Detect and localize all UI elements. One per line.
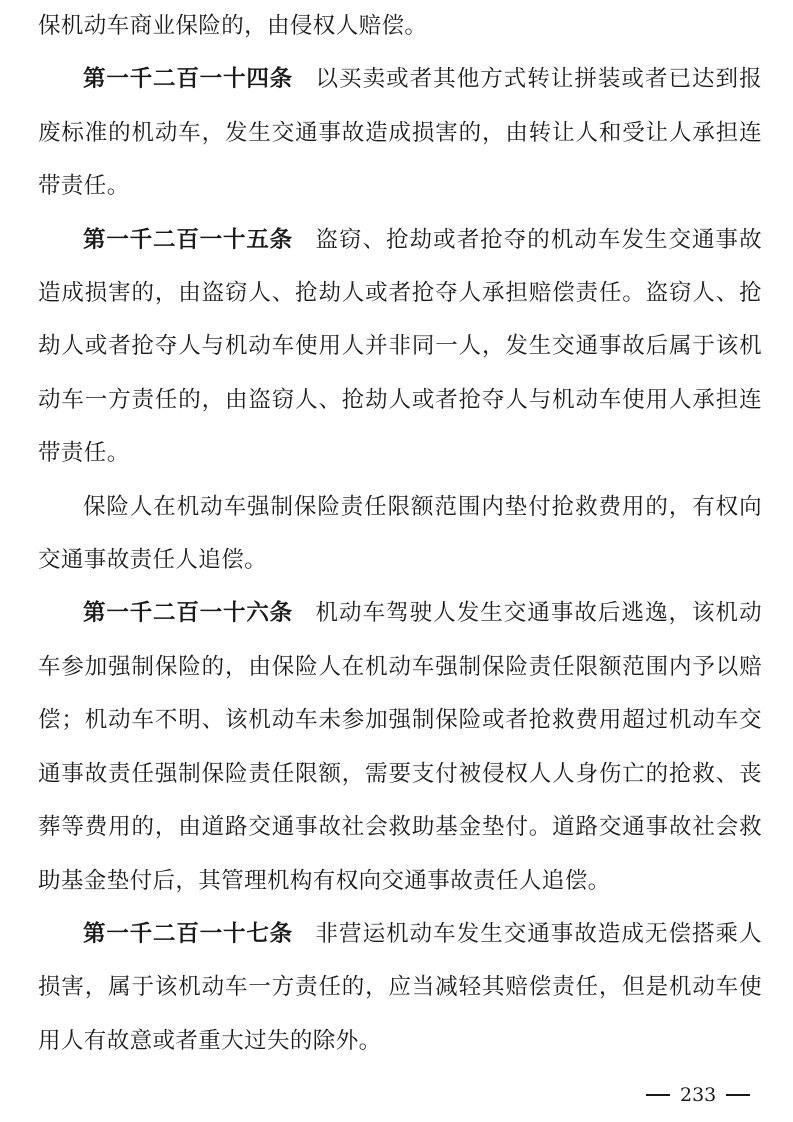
page-number-text: 233: [680, 1084, 717, 1106]
paragraph-text: 保机动车商业保险的，由侵权人赔偿。: [38, 13, 428, 39]
article-title: 第一千二百一十七条: [83, 920, 293, 947]
document-page: [38, 0, 762, 1068]
article-1215: [38, 214, 762, 481]
paragraph-continuation: [38, 0, 762, 53]
article-1217: [38, 908, 762, 1068]
article-1216: [38, 587, 762, 907]
page-number: [646, 1080, 766, 1110]
paragraph-text: 机动车驾驶人发生交通事故后逃逸，该机动车参加强制保险的，由保险人在机动车强制保险责任限额范围内予以赔偿；机动车不明、该机动车未参加强制保险或者抢救费用超过机动车交通事故责任强制保险责任限额，需要支付被侵权人人身伤亡的抢救、丧葬等费用的，由道路交通事故社会救助基金垫付。道路交通事故社会救助基金垫付后，其管理机构有权向交通事故责任人追偿。: [38, 600, 762, 894]
article-1214: [38, 53, 762, 213]
article-title: 第一千二百一十五条: [83, 226, 293, 253]
right-dash: [726, 1094, 750, 1096]
paragraph-text: 保险人在机动车强制保险责任限额范围内垫付抢救费用的，有权向交通事故责任人追偿。: [38, 493, 762, 574]
left-dash: [646, 1094, 670, 1096]
article-title: 第一千二百一十四条: [83, 66, 293, 93]
paragraph-text: 盗窃、抢劫或者抢夺的机动车发生交通事故造成损害的，由盗窃人、抢劫人或者抢夺人承担赔偿责任。盗窃人、抢劫人或者抢夺人与机动车使用人并非同一人，发生交通事故后属于该机动车一方责任的，由盗窃人、抢劫人或者抢夺人与机动车使用人承担连带责任。: [38, 226, 762, 467]
paragraph-text: 非营运机动车发生交通事故造成无偿搭乘人损害，属于该机动车一方责任的，应当减轻其赔偿责任，但是机动车使用人有故意或者重大过失的除外。: [38, 920, 762, 1054]
paragraph-text: 以买卖或者其他方式转让拼装或者已达到报废标准的机动车，发生交通事故造成损害的，由转让人和受让人承担连带责任。: [38, 66, 762, 200]
article-title: 第一千二百一十六条: [83, 600, 293, 627]
article-1215-second-paragraph: [38, 481, 762, 588]
